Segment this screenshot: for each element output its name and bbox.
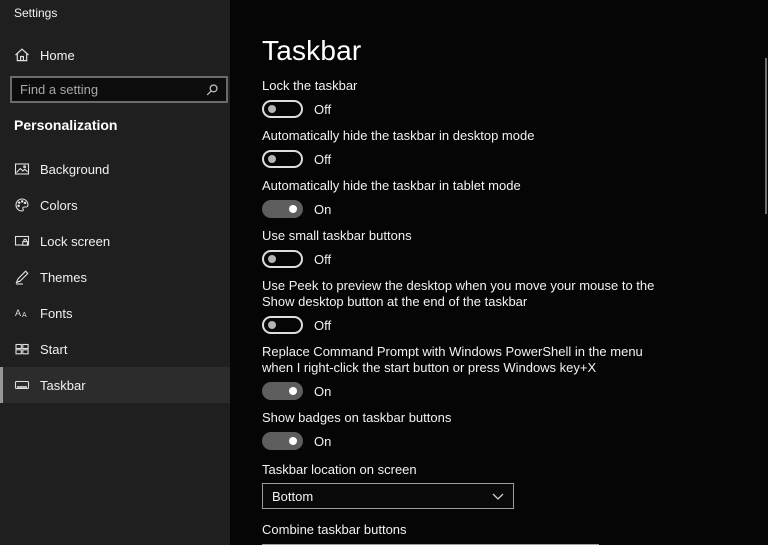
toggle-knob <box>289 205 297 213</box>
toggle-knob <box>289 437 297 445</box>
lock-screen-icon <box>14 233 30 249</box>
setting-label-autohide-tablet: Automatically hide the taskbar in tablet mode <box>262 178 521 193</box>
search-icon[interactable] <box>205 83 219 97</box>
setting-row <box>262 432 728 450</box>
toggle-knob <box>289 387 297 395</box>
toggle-badges[interactable] <box>262 432 303 450</box>
setting-row <box>262 316 728 334</box>
sidebar-item-label: Start <box>40 341 68 357</box>
window-title: Settings <box>14 6 58 20</box>
sidebar-item-background[interactable] <box>0 151 230 187</box>
toggle-knob <box>268 321 276 329</box>
toggle-peek[interactable] <box>262 316 303 334</box>
toggle-autohide-tablet[interactable] <box>262 200 303 218</box>
home-icon <box>14 47 30 63</box>
sidebar-item-home[interactable] <box>0 40 230 70</box>
toggle-knob <box>268 105 276 113</box>
svg-text:A: A <box>15 308 22 318</box>
sidebar-item-themes[interactable] <box>0 259 230 295</box>
toggle-state-label: Off <box>314 317 332 333</box>
toggle-state-label: Off <box>314 101 332 117</box>
toggle-small-buttons[interactable] <box>262 250 303 268</box>
toggle-autohide-desktop[interactable] <box>262 150 303 168</box>
dropdown-value: Bottom <box>272 488 314 504</box>
setting-row <box>262 150 728 168</box>
toggle-state-label: On <box>314 383 332 399</box>
setting-label-taskbar-location: Taskbar location on screen <box>262 462 417 477</box>
setting-label-combine-buttons: Combine taskbar buttons <box>262 522 407 537</box>
sidebar-item-fonts[interactable] <box>0 295 230 331</box>
palette-icon <box>14 197 30 213</box>
sidebar-section-title: Personalization <box>14 117 118 133</box>
toggle-powershell[interactable] <box>262 382 303 400</box>
toggle-state-label: Off <box>314 151 332 167</box>
setting-label-powershell: Replace Command Prompt with Windows PowerShell in the menu when I right-click the start button or press Windows key+X <box>262 344 643 375</box>
sidebar-item-label: Lock screen <box>40 233 111 249</box>
chevron-down-icon <box>492 493 513 500</box>
setting-label-badges: Show badges on taskbar buttons <box>262 410 452 425</box>
fonts-icon <box>14 305 30 321</box>
sidebar-item-label: Taskbar <box>40 377 86 393</box>
setting-row <box>262 382 728 400</box>
setting-label-small-buttons: Use small taskbar buttons <box>262 228 412 243</box>
sidebar-item-lock-screen[interactable] <box>0 223 230 259</box>
sidebar-item-label: Home <box>40 47 75 63</box>
toggle-state-label: On <box>314 201 332 217</box>
main-content <box>230 0 768 545</box>
svg-text:A: A <box>22 312 27 319</box>
toggle-lock-taskbar[interactable] <box>262 100 303 118</box>
toggle-state-label: Off <box>314 251 332 267</box>
sidebar <box>0 0 230 545</box>
scrollbar-thumb[interactable] <box>765 58 767 214</box>
sidebar-item-label: Background <box>40 161 110 177</box>
taskbar-icon <box>14 377 30 393</box>
sidebar-item-label: Themes <box>40 269 87 285</box>
sidebar-item-label: Fonts <box>40 305 73 321</box>
toggle-knob <box>268 255 276 263</box>
toggle-state-label: On <box>314 433 332 449</box>
sidebar-item-taskbar[interactable] <box>0 367 230 403</box>
setting-row <box>262 200 728 218</box>
taskbar-location-dropdown[interactable] <box>262 483 514 509</box>
selected-accent-bar <box>0 367 3 403</box>
search-input[interactable] <box>12 82 205 97</box>
setting-label-autohide-desktop: Automatically hide the taskbar in desktop mode <box>262 128 535 143</box>
sidebar-item-colors[interactable] <box>0 187 230 223</box>
toggle-knob <box>268 155 276 163</box>
page-title: Taskbar <box>262 35 362 66</box>
setting-row <box>262 250 728 268</box>
themes-icon <box>14 269 30 285</box>
setting-row <box>262 100 728 118</box>
setting-label-peek: Use Peek to preview the desktop when you move your mouse to the Show desktop button at the end of the taskbar <box>262 278 655 309</box>
setting-label-lock-taskbar: Lock the taskbar <box>262 78 358 93</box>
sidebar-item-label: Colors <box>40 197 78 213</box>
sidebar-item-start[interactable] <box>0 331 230 367</box>
search-box[interactable] <box>10 76 228 103</box>
start-tiles-icon <box>14 341 30 357</box>
sidebar-nav <box>0 151 230 403</box>
image-icon <box>14 161 30 177</box>
